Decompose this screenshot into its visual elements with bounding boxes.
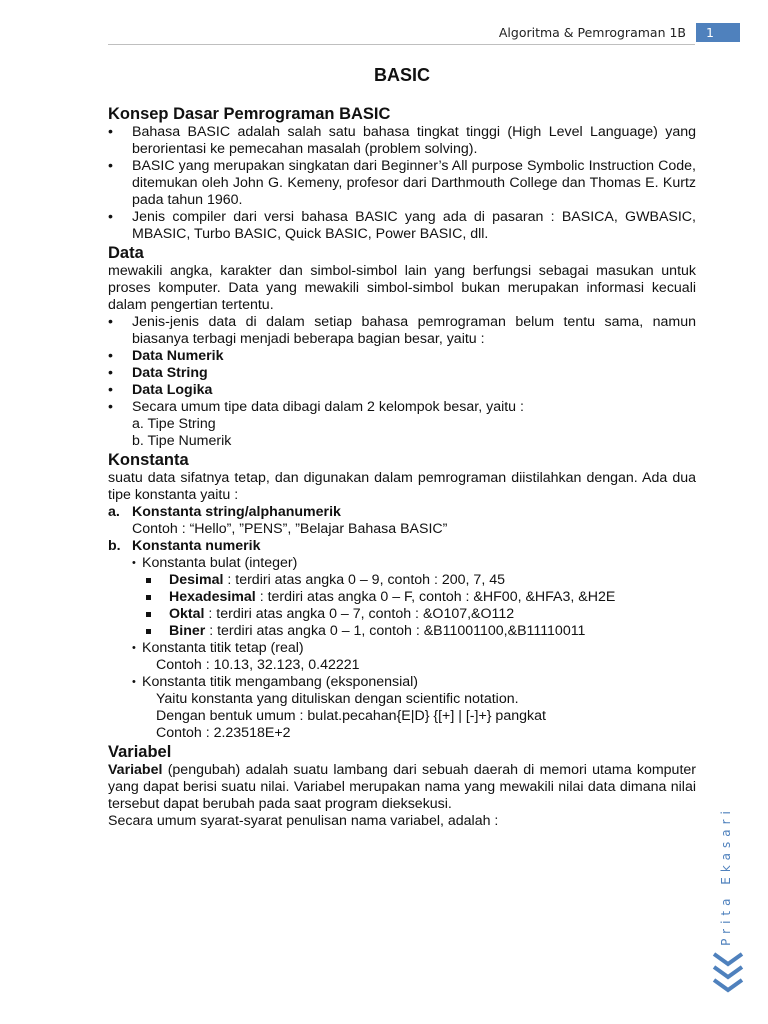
list-item	[144, 623, 696, 640]
mengambang-line: Yaitu konstanta yang dituliskan dengan scientific notation.	[156, 691, 519, 707]
author-sidebar	[712, 806, 740, 946]
konstanta-bulat-item	[108, 555, 696, 572]
term-oktal: Oktal	[169, 606, 205, 622]
header-course-title: Algoritma & Pemrograman 1B	[498, 25, 686, 40]
list-item	[144, 572, 696, 589]
konstanta-string-item	[108, 504, 696, 521]
konstanta-numerik-label: Konstanta numerik	[132, 538, 261, 554]
data-types-list	[108, 348, 696, 399]
konstanta-bulat-label: Konstanta bulat (integer)	[142, 555, 298, 571]
term-desimal: Desimal	[169, 572, 224, 588]
term-hexadesimal: Hexadesimal	[169, 589, 256, 605]
konstanta-tetap-item	[108, 640, 696, 657]
konstanta-string-label: Konstanta string/alphanumerik	[132, 504, 341, 520]
header-divider	[108, 44, 695, 45]
list-item	[144, 589, 696, 606]
konstanta-mengambang-item	[108, 674, 696, 691]
section-heading-variabel: Variabel	[108, 743, 172, 761]
document-title: BASIC	[373, 65, 430, 85]
variabel-requirements-intro: Secara umum syarat-syarat penulisan nama variabel, adalah :	[108, 813, 499, 829]
konstanta-intro-paragraph: suatu data sifatnya tetap, dan digunakan dalam pemrograman diistilahkan dengan. Ada dua tipe konstanta yaitu :	[108, 470, 696, 503]
data-groups-intro: Secara umum tipe data dibagi dalam 2 kelompok besar, yaitu :	[132, 399, 524, 415]
author-name: Prita Ekasari	[719, 806, 733, 946]
list-item: • Data String	[108, 365, 696, 382]
list-item	[108, 399, 696, 450]
variabel-definition-paragraph	[108, 762, 696, 813]
konstanta-tetap-example: Contoh : 10.13, 32.123, 0.42221	[156, 657, 360, 673]
variabel-definition: (pengubah) adalah suatu lambang dari sebuah daerah di memori utama komputer yang dapat berisi suatu nilai. Variabel merupakan nama yang mewakili nilai data dimana nilai tersebut dapat berubah pada saat program dieksekusi.	[108, 762, 696, 812]
section-heading-konsep: Konsep Dasar Pemrograman BASIC	[108, 105, 391, 123]
list-item: • BASIC yang merupakan singkatan dari Beginner’s All purpose Symbolic Instruction Code, ditemukan oleh John G. Kemeny, profesor dari Darthmouth College dan Thomas E. Kurtz pada tahun 1960.	[108, 158, 696, 209]
list-item: • Data Numerik	[108, 348, 696, 365]
mengambang-line: Contoh : 2.23518E+2	[156, 725, 291, 741]
mengambang-line: Dengan bentuk umum : bulat.pecahan{E|D} {[+] | [-]+} pangkat	[156, 708, 546, 724]
page-number-badge: 1	[696, 23, 740, 42]
section-heading-data: Data	[108, 244, 144, 262]
list-item: • Data Logika	[108, 382, 696, 399]
data-bullet-list	[108, 314, 696, 450]
konstanta-string-example: Contoh : “Hello”, ”PENS”, ”Belajar Bahasa BASIC”	[132, 521, 448, 537]
double-chevron-down-icon	[708, 950, 748, 996]
list-marker: b.	[108, 538, 121, 554]
term-biner: Biner	[169, 623, 206, 639]
data-group-numerik: b. Tipe Numerik	[132, 433, 232, 449]
konstanta-mengambang-label: Konstanta titik mengambang (eksponensial)	[142, 674, 419, 690]
term-desc: : terdiri atas angka 0 – F, contoh : &HF00, &HFA3, &H2E	[255, 589, 616, 605]
konstanta-bulat-list	[108, 572, 696, 640]
konsep-bullet-list	[108, 124, 696, 243]
list-item: • Bahasa BASIC adalah salah satu bahasa tingkat tinggi (High Level Language) yang berorientasi ke pemecahan masalah (problem solving).	[108, 124, 696, 158]
konstanta-numerik-item	[108, 538, 696, 555]
document-body	[108, 64, 696, 830]
section-heading-konstanta: Konstanta	[108, 451, 189, 469]
list-item	[108, 314, 696, 399]
data-group-string: a. Tipe String	[132, 416, 216, 432]
data-types-intro: Jenis-jenis data di dalam setiap bahasa pemrograman belum tentu sama, namun biasanya terbagi menjadi beberapa bagian besar, yaitu :	[132, 314, 696, 347]
list-item: • Jenis compiler dari versi bahasa BASIC yang ada di pasaran : BASICA, GWBASIC, MBASIC, Turbo BASIC, Quick BASIC, Power BASIC, dll.	[108, 209, 696, 243]
list-marker: a.	[108, 504, 120, 520]
term-desc: : terdiri atas angka 0 – 7, contoh : &O107,&O112	[204, 606, 515, 622]
variabel-term: Variabel	[108, 762, 163, 778]
konstanta-tetap-label: Konstanta titik tetap (real)	[142, 640, 304, 656]
term-desc: : terdiri atas angka 0 – 9, contoh : 200, 7, 45	[223, 572, 505, 588]
term-desc: : terdiri atas angka 0 – 1, contoh : &B11001100,&B11110011	[205, 623, 586, 639]
list-item	[144, 606, 696, 623]
data-intro-paragraph: mewakili angka, karakter dan simbol-simbol lain yang berfungsi sebagai masukan untuk proses komputer. Data yang mewakili simbol-simbol bukan merupakan informasi kecuali dalam pengertian tertentu.	[108, 263, 696, 313]
